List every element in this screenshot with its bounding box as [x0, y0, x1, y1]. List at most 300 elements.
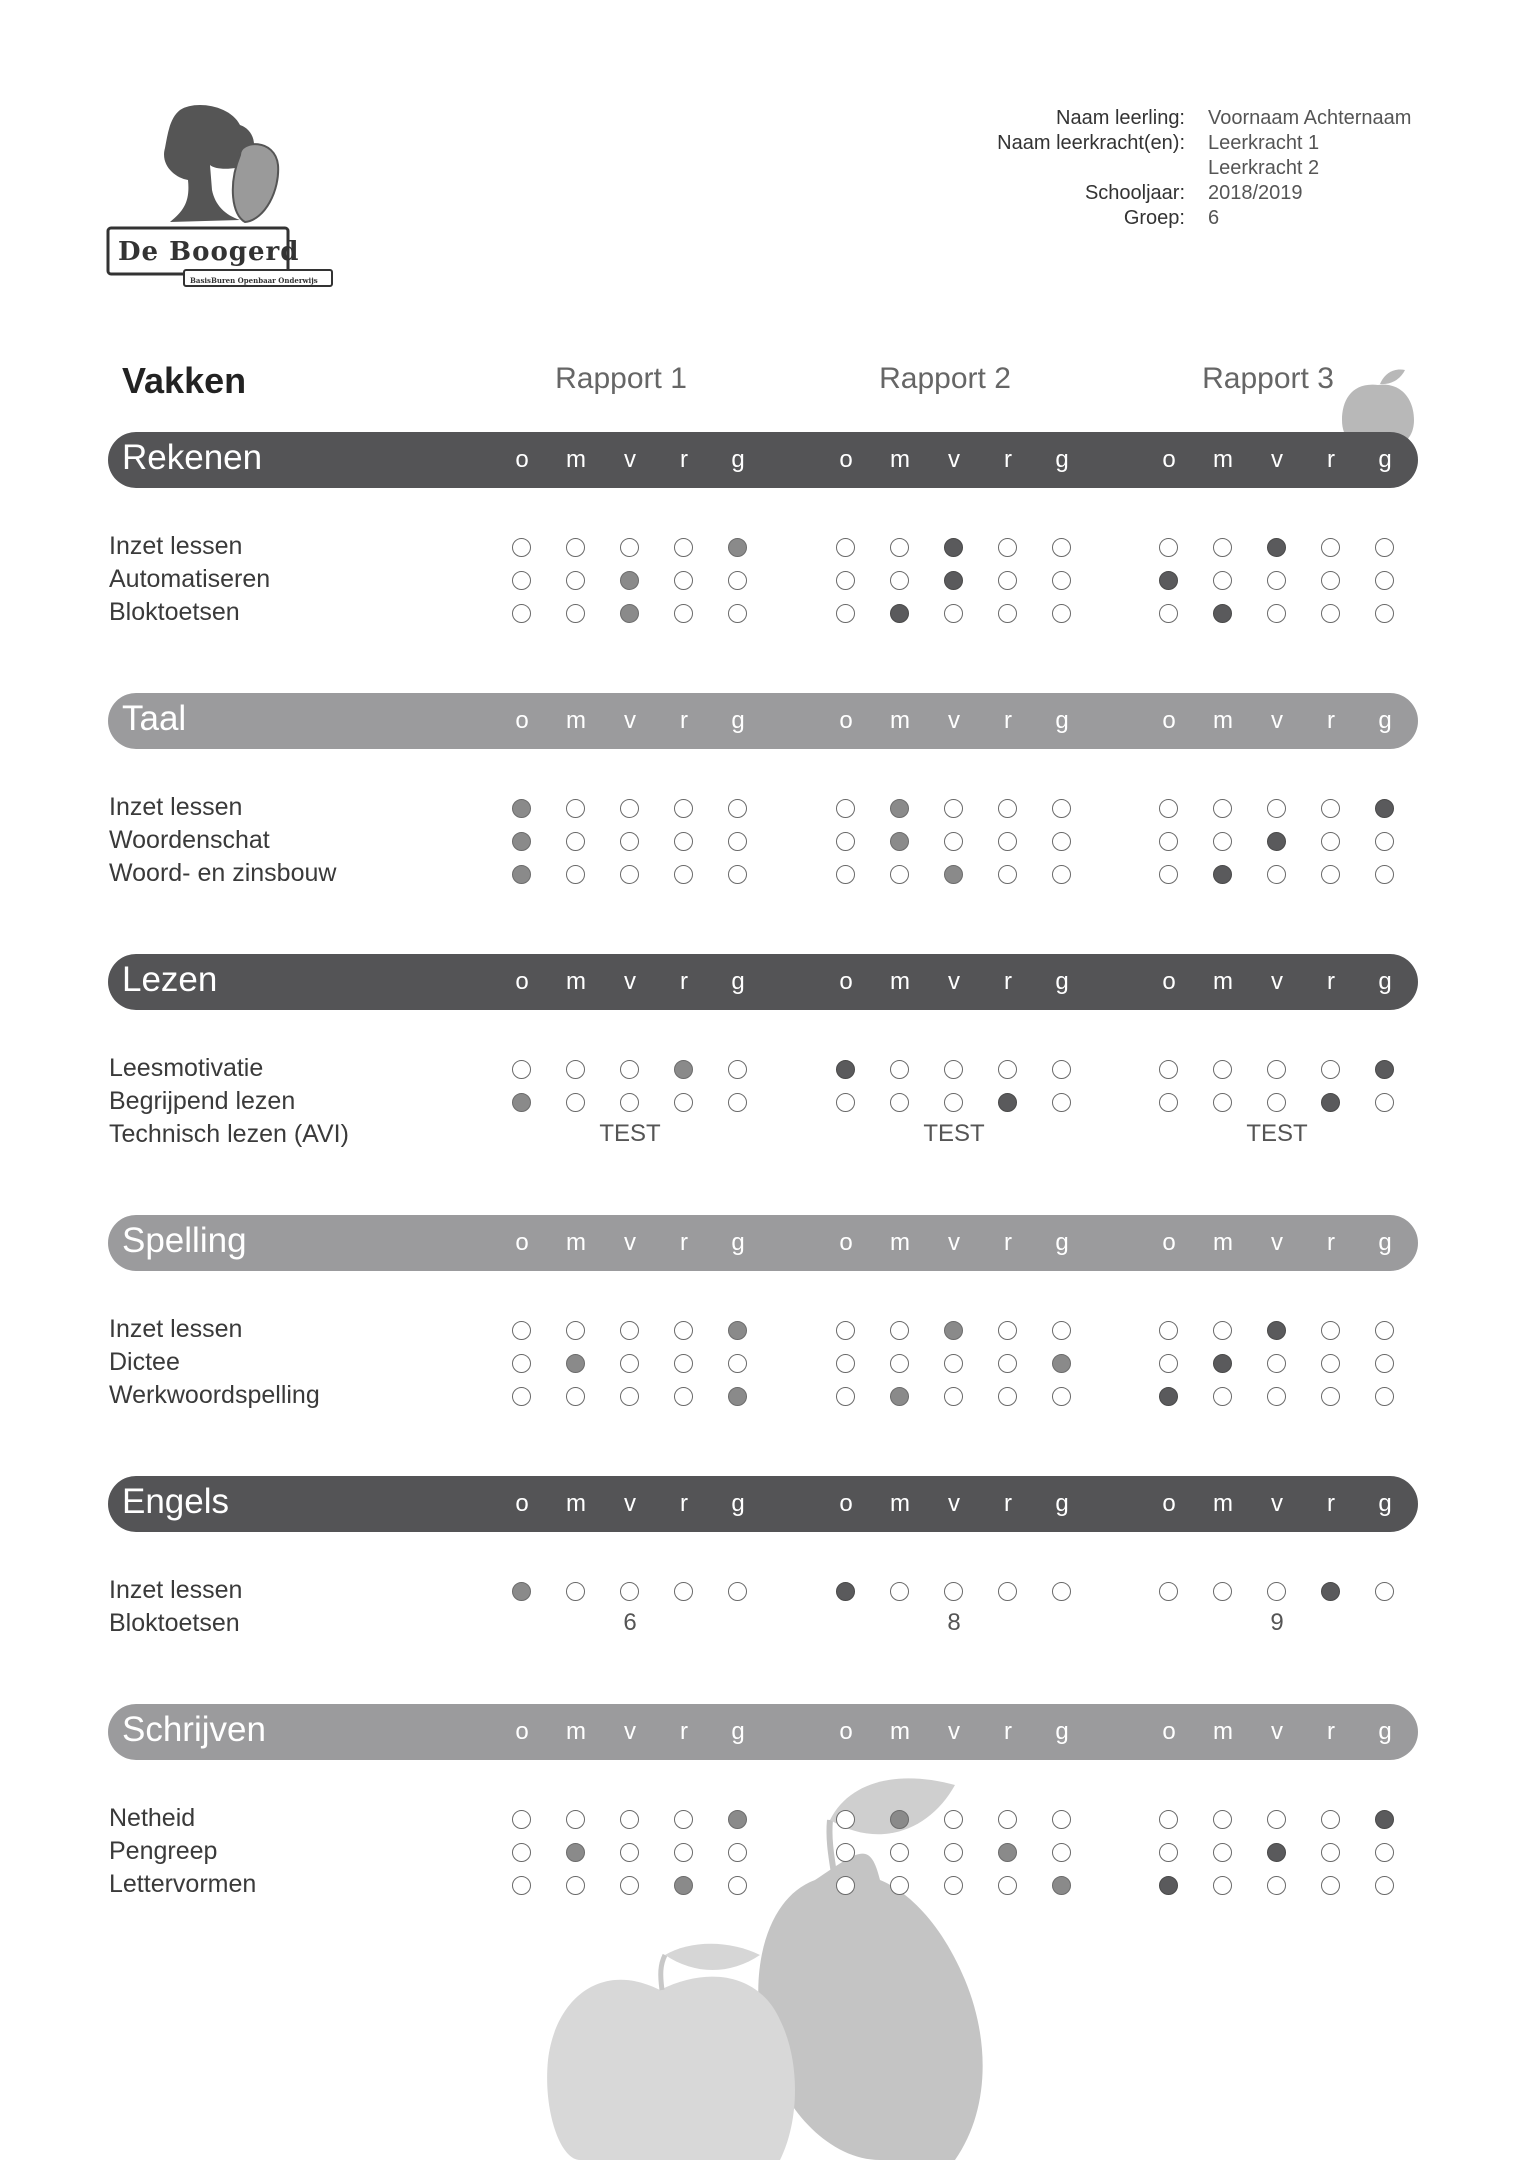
scale-letter: r — [1004, 968, 1012, 995]
rating-dot-filled — [1213, 1354, 1232, 1373]
rating-dot-empty — [998, 1321, 1017, 1340]
scale-letter: m — [890, 707, 910, 734]
scale-letter: o — [839, 968, 853, 995]
rating-dot-filled — [728, 1387, 747, 1406]
rating-dot-empty — [566, 1060, 585, 1079]
rating-dot-empty — [620, 799, 639, 818]
scale-letter: v — [948, 707, 960, 734]
rating-dot-filled — [836, 1060, 855, 1079]
scale-letter: m — [566, 1490, 586, 1517]
vakken-heading: Vakken — [122, 360, 247, 401]
scale-letter: v — [1271, 446, 1283, 473]
rating-dot-empty — [674, 799, 693, 818]
rating-dot-empty — [620, 1582, 639, 1601]
rating-dot-filled — [998, 1843, 1017, 1862]
scale-letter: m — [566, 1229, 586, 1256]
scale-letter: v — [624, 1718, 636, 1745]
scale-letter: r — [1004, 1718, 1012, 1745]
scale-letter: g — [731, 1229, 745, 1256]
scale-letter: o — [515, 1718, 529, 1745]
rating-dot-empty — [1159, 1354, 1178, 1373]
rating-dot-empty — [1052, 1582, 1071, 1601]
rating-dot-empty — [890, 1354, 909, 1373]
scale-letter: g — [731, 446, 745, 473]
rating-dot-empty — [944, 1810, 963, 1829]
row-label: Woordenschat — [109, 826, 270, 854]
row-label: Bloktoetsen — [109, 1609, 240, 1637]
rating-dot-filled — [1213, 865, 1232, 884]
rating-dot-filled — [1267, 1843, 1286, 1862]
rating-dot-empty — [1213, 1810, 1232, 1829]
scale-letter: g — [1378, 1229, 1392, 1256]
rating-dot-empty — [890, 1093, 909, 1112]
row-label: Netheid — [109, 1804, 196, 1832]
rating-dot-empty — [1267, 1582, 1286, 1601]
rating-dot-empty — [674, 1093, 693, 1112]
scale-letter: m — [566, 707, 586, 734]
scale-letter: v — [948, 968, 960, 995]
info-label: Naam leerkracht(en): — [997, 132, 1185, 154]
rating-dot-filled — [1375, 1810, 1394, 1829]
rating-dot-empty — [566, 1810, 585, 1829]
scale-letter: v — [624, 707, 636, 734]
rating-dot-empty — [1052, 799, 1071, 818]
rating-dot-filled — [728, 538, 747, 557]
scale-letter: r — [1327, 1490, 1335, 1517]
scale-letter: o — [1162, 968, 1176, 995]
rating-dot-empty — [674, 865, 693, 884]
rating-dot-empty — [566, 1387, 585, 1406]
rating-dot-empty — [512, 1321, 531, 1340]
rating-dot-empty — [1321, 1060, 1340, 1079]
rating-dot-empty — [1052, 1060, 1071, 1079]
logo-subtitle: BasisBuren Openbaar Onderwijs — [190, 276, 318, 285]
rating-dot-empty — [674, 1321, 693, 1340]
subject-band — [108, 1215, 1418, 1271]
rapport-value-text: 6 — [623, 1609, 637, 1636]
rating-dot-filled — [620, 571, 639, 590]
rating-dot-filled — [674, 1060, 693, 1079]
rating-dot-empty — [1159, 832, 1178, 851]
rating-dot-empty — [1267, 865, 1286, 884]
rating-dot-filled — [944, 538, 963, 557]
rating-dot-empty — [1213, 799, 1232, 818]
scale-letter: m — [890, 968, 910, 995]
rating-dot-empty — [620, 1387, 639, 1406]
rating-dot-empty — [1159, 1810, 1178, 1829]
scale-letter: m — [1213, 707, 1233, 734]
rapport-1-heading: Rapport 1 — [555, 362, 687, 395]
rating-dot-empty — [836, 538, 855, 557]
rating-dot-empty — [890, 865, 909, 884]
rating-dot-empty — [674, 538, 693, 557]
rating-dot-empty — [1321, 538, 1340, 557]
rating-dot-empty — [620, 1843, 639, 1862]
scale-letter: v — [1271, 1718, 1283, 1745]
rating-dot-filled — [944, 571, 963, 590]
subject-band — [108, 954, 1418, 1010]
scale-letter: v — [948, 1229, 960, 1256]
rating-dot-empty — [1321, 571, 1340, 590]
rating-dot-filled — [512, 799, 531, 818]
rating-dot-empty — [1375, 571, 1394, 590]
rating-dot-empty — [1375, 1582, 1394, 1601]
scale-letter: o — [839, 707, 853, 734]
rating-dot-empty — [1321, 865, 1340, 884]
rating-dot-empty — [1213, 538, 1232, 557]
scale-letter: v — [1271, 707, 1283, 734]
rating-dot-empty — [674, 1810, 693, 1829]
rating-dot-empty — [620, 1093, 639, 1112]
rating-dot-empty — [1375, 1876, 1394, 1895]
rating-dot-empty — [1052, 1843, 1071, 1862]
rating-dot-empty — [512, 571, 531, 590]
info-value: 2018/2019 — [1208, 182, 1303, 204]
rating-dot-empty — [998, 832, 1017, 851]
scale-letter: o — [515, 707, 529, 734]
rating-dot-empty — [998, 1876, 1017, 1895]
scale-letter: g — [1055, 1490, 1069, 1517]
subject-title: Taal — [122, 699, 187, 738]
rating-dot-empty — [998, 604, 1017, 623]
rating-dot-filled — [512, 865, 531, 884]
scale-letter: v — [1271, 968, 1283, 995]
info-value: Voornaam Achternaam — [1208, 107, 1412, 129]
rating-dot-filled — [728, 1810, 747, 1829]
subject-title: Schrijven — [122, 1710, 266, 1749]
rating-dot-filled — [944, 1321, 963, 1340]
row-label: Leesmotivatie — [109, 1054, 264, 1082]
rating-dot-filled — [1267, 538, 1286, 557]
rating-dot-filled — [1267, 832, 1286, 851]
rating-dot-filled — [890, 1387, 909, 1406]
scale-letter: g — [731, 1490, 745, 1517]
scale-letter: o — [515, 446, 529, 473]
rating-dot-empty — [1159, 538, 1178, 557]
rating-dot-filled — [620, 604, 639, 623]
scale-letter: r — [680, 446, 688, 473]
rating-dot-empty — [944, 832, 963, 851]
rating-dot-filled — [674, 1876, 693, 1895]
scale-letter: v — [1271, 1229, 1283, 1256]
rating-dot-empty — [674, 1354, 693, 1373]
rating-dot-empty — [1321, 1810, 1340, 1829]
rating-dot-empty — [1213, 1582, 1232, 1601]
rating-dot-empty — [944, 1876, 963, 1895]
rating-dot-empty — [1052, 1387, 1071, 1406]
rating-dot-empty — [512, 1843, 531, 1862]
rating-dot-empty — [1213, 1387, 1232, 1406]
rating-dot-empty — [998, 1810, 1017, 1829]
rating-dot-empty — [836, 571, 855, 590]
rating-dot-empty — [998, 1060, 1017, 1079]
rating-dot-empty — [1321, 1321, 1340, 1340]
rating-dot-empty — [1321, 1354, 1340, 1373]
scale-letter: m — [1213, 968, 1233, 995]
rating-dot-filled — [728, 1321, 747, 1340]
rating-dot-empty — [1267, 1876, 1286, 1895]
rating-dot-empty — [512, 1354, 531, 1373]
rating-dot-empty — [620, 1060, 639, 1079]
rating-dot-empty — [620, 538, 639, 557]
rating-dot-empty — [890, 538, 909, 557]
apple-stem — [661, 1955, 665, 1990]
rating-dot-empty — [1213, 832, 1232, 851]
rating-dot-empty — [1267, 1093, 1286, 1112]
rating-dot-empty — [1267, 604, 1286, 623]
rating-dot-empty — [620, 1321, 639, 1340]
rating-dot-empty — [944, 1843, 963, 1862]
rating-dot-empty — [1375, 865, 1394, 884]
rating-dot-empty — [836, 1093, 855, 1112]
scale-letter: o — [1162, 1490, 1176, 1517]
rapport-value-text: TEST — [923, 1120, 985, 1147]
rating-dot-filled — [1159, 571, 1178, 590]
scale-letter: o — [1162, 446, 1176, 473]
scale-letter: r — [680, 707, 688, 734]
info-label: Naam leerling: — [1056, 107, 1185, 129]
subject-title: Engels — [122, 1482, 230, 1521]
scale-letter: r — [680, 968, 688, 995]
rating-dot-empty — [566, 865, 585, 884]
info-value: Leerkracht 1 — [1208, 132, 1320, 154]
rating-dot-filled — [890, 832, 909, 851]
subject-title: Rekenen — [122, 438, 263, 477]
scale-letter: g — [1055, 1718, 1069, 1745]
scale-letter: r — [1004, 707, 1012, 734]
rating-dot-empty — [512, 604, 531, 623]
rating-dot-empty — [944, 799, 963, 818]
rating-dot-empty — [944, 1060, 963, 1079]
rating-dot-empty — [944, 1387, 963, 1406]
scale-letter: m — [566, 1718, 586, 1745]
scale-letter: o — [1162, 1229, 1176, 1256]
rating-dot-empty — [1375, 832, 1394, 851]
scale-letter: g — [1378, 1718, 1392, 1745]
scale-letter: g — [731, 1718, 745, 1745]
scale-letter: r — [680, 1490, 688, 1517]
rating-dot-filled — [836, 1582, 855, 1601]
scale-letter: v — [948, 1718, 960, 1745]
row-label: Inzet lessen — [109, 1315, 243, 1343]
rating-dot-filled — [998, 1093, 1017, 1112]
scale-letter: o — [839, 446, 853, 473]
rating-dot-filled — [1213, 604, 1232, 623]
scale-letter: m — [890, 1490, 910, 1517]
rating-dot-empty — [512, 1876, 531, 1895]
rating-dot-empty — [1052, 832, 1071, 851]
rating-dot-empty — [674, 571, 693, 590]
rating-dot-empty — [1052, 604, 1071, 623]
info-label: Schooljaar: — [1084, 182, 1185, 204]
rating-dot-empty — [944, 1354, 963, 1373]
scale-letter: g — [1055, 968, 1069, 995]
scale-letter: m — [1213, 1229, 1233, 1256]
rating-dot-empty — [1213, 571, 1232, 590]
scale-letter: m — [1213, 446, 1233, 473]
scale-letter: v — [624, 1490, 636, 1517]
rating-dot-empty — [836, 865, 855, 884]
rating-dot-empty — [728, 1582, 747, 1601]
subject-title: Spelling — [122, 1221, 247, 1260]
rating-dot-empty — [1052, 1093, 1071, 1112]
rating-dot-empty — [1375, 604, 1394, 623]
scale-letter: r — [1327, 968, 1335, 995]
rating-dot-empty — [836, 1387, 855, 1406]
rating-dot-empty — [1159, 1582, 1178, 1601]
rating-dot-filled — [1321, 1582, 1340, 1601]
rating-dot-empty — [1159, 604, 1178, 623]
rating-dot-empty — [1321, 1387, 1340, 1406]
rating-dot-empty — [1321, 604, 1340, 623]
scale-letter: r — [1327, 446, 1335, 473]
scale-letter: r — [1327, 1718, 1335, 1745]
rating-dot-empty — [1159, 1093, 1178, 1112]
rating-dot-filled — [944, 865, 963, 884]
rating-dot-empty — [836, 832, 855, 851]
rating-dot-empty — [674, 832, 693, 851]
rating-dot-empty — [1375, 1387, 1394, 1406]
info-label: Groep: — [1123, 207, 1185, 229]
scale-letter: r — [680, 1229, 688, 1256]
scale-letter: g — [1378, 968, 1392, 995]
rating-dot-empty — [890, 1876, 909, 1895]
rating-dot-empty — [728, 1876, 747, 1895]
rating-dot-filled — [1375, 799, 1394, 818]
rating-dot-filled — [1375, 1060, 1394, 1079]
rating-dot-empty — [1052, 571, 1071, 590]
rating-dot-empty — [1267, 1387, 1286, 1406]
rating-dot-empty — [1159, 1843, 1178, 1862]
scale-letter: o — [515, 1229, 529, 1256]
rating-dot-filled — [512, 1093, 531, 1112]
rating-dot-empty — [1213, 1060, 1232, 1079]
scale-letter: o — [839, 1718, 853, 1745]
rating-dot-empty — [728, 865, 747, 884]
rating-dot-empty — [512, 1387, 531, 1406]
rating-dot-empty — [728, 799, 747, 818]
row-label: Werkwoordspelling — [109, 1381, 320, 1409]
rating-dot-empty — [1052, 865, 1071, 884]
rating-dot-empty — [1213, 1843, 1232, 1862]
rating-dot-empty — [728, 1354, 747, 1373]
rating-dot-empty — [620, 865, 639, 884]
rating-dot-empty — [890, 571, 909, 590]
rating-dot-empty — [1267, 1354, 1286, 1373]
scale-letter: o — [839, 1229, 853, 1256]
row-label: Bloktoetsen — [109, 598, 240, 626]
rating-dot-empty — [890, 1843, 909, 1862]
rapport-2-heading: Rapport 2 — [879, 362, 1011, 395]
scale-letter: r — [1327, 1229, 1335, 1256]
info-value: 6 — [1208, 207, 1220, 229]
rating-dot-empty — [1375, 538, 1394, 557]
rating-dot-empty — [566, 604, 585, 623]
scale-letter: g — [1055, 446, 1069, 473]
scale-letter: v — [624, 968, 636, 995]
small-apple-leaf — [1380, 370, 1405, 385]
rating-dot-empty — [836, 1321, 855, 1340]
scale-letter: m — [1213, 1718, 1233, 1745]
rating-dot-filled — [1267, 1321, 1286, 1340]
rating-dot-empty — [890, 1582, 909, 1601]
rating-dot-empty — [1375, 1354, 1394, 1373]
rating-dot-empty — [836, 1843, 855, 1862]
rapport-value-text: 9 — [1270, 1609, 1284, 1636]
logo-apple — [233, 144, 278, 222]
rating-dot-empty — [1052, 1321, 1071, 1340]
rating-dot-empty — [1321, 832, 1340, 851]
rating-dot-empty — [998, 571, 1017, 590]
scale-letter: r — [1004, 446, 1012, 473]
rating-dot-empty — [998, 1387, 1017, 1406]
rating-dot-empty — [1267, 1810, 1286, 1829]
row-label: Automatiseren — [109, 565, 271, 593]
apple-shape — [547, 1977, 795, 2160]
scale-letter: g — [731, 707, 745, 734]
scale-letter: m — [890, 1718, 910, 1745]
row-label: Inzet lessen — [109, 1576, 243, 1604]
scale-letter: v — [1271, 1490, 1283, 1517]
rating-dot-empty — [1159, 1060, 1178, 1079]
rating-dot-empty — [512, 1810, 531, 1829]
rating-dot-empty — [836, 604, 855, 623]
scale-letter: g — [1378, 1490, 1392, 1517]
rating-dot-empty — [998, 538, 1017, 557]
rating-dot-empty — [674, 1843, 693, 1862]
scale-letter: m — [566, 968, 586, 995]
subject-band — [108, 693, 1418, 749]
rating-dot-empty — [728, 1093, 747, 1112]
rating-dot-filled — [1159, 1387, 1178, 1406]
row-label: Lettervormen — [109, 1870, 257, 1898]
rating-dot-empty — [1159, 865, 1178, 884]
scale-letter: o — [515, 968, 529, 995]
rating-dot-filled — [1321, 1093, 1340, 1112]
rating-dot-empty — [728, 1060, 747, 1079]
rating-dot-empty — [566, 571, 585, 590]
rating-dot-empty — [836, 1876, 855, 1895]
rating-dot-filled — [890, 799, 909, 818]
scale-letter: g — [1055, 1229, 1069, 1256]
rating-dot-empty — [620, 1810, 639, 1829]
rating-dot-empty — [728, 604, 747, 623]
rating-dot-empty — [728, 571, 747, 590]
scale-letter: v — [948, 446, 960, 473]
rating-dot-empty — [566, 1321, 585, 1340]
scale-letter: v — [624, 1229, 636, 1256]
rating-dot-empty — [944, 1582, 963, 1601]
row-label: Inzet lessen — [109, 532, 243, 560]
scale-letter: m — [890, 1229, 910, 1256]
subject-title: Lezen — [122, 960, 218, 999]
row-label: Begrijpend lezen — [109, 1087, 296, 1115]
rating-dot-filled — [512, 832, 531, 851]
rating-dot-empty — [674, 1582, 693, 1601]
rating-dot-empty — [728, 832, 747, 851]
rating-dot-empty — [998, 1354, 1017, 1373]
rating-dot-empty — [1213, 1876, 1232, 1895]
rating-dot-filled — [1159, 1876, 1178, 1895]
scale-letter: v — [624, 446, 636, 473]
rating-dot-empty — [1213, 1093, 1232, 1112]
rapport-value-text: 8 — [947, 1609, 961, 1636]
rating-dot-empty — [674, 1387, 693, 1406]
rating-dot-empty — [1321, 1843, 1340, 1862]
rating-dot-empty — [890, 1060, 909, 1079]
rating-dot-empty — [566, 538, 585, 557]
scale-letter: o — [1162, 1718, 1176, 1745]
